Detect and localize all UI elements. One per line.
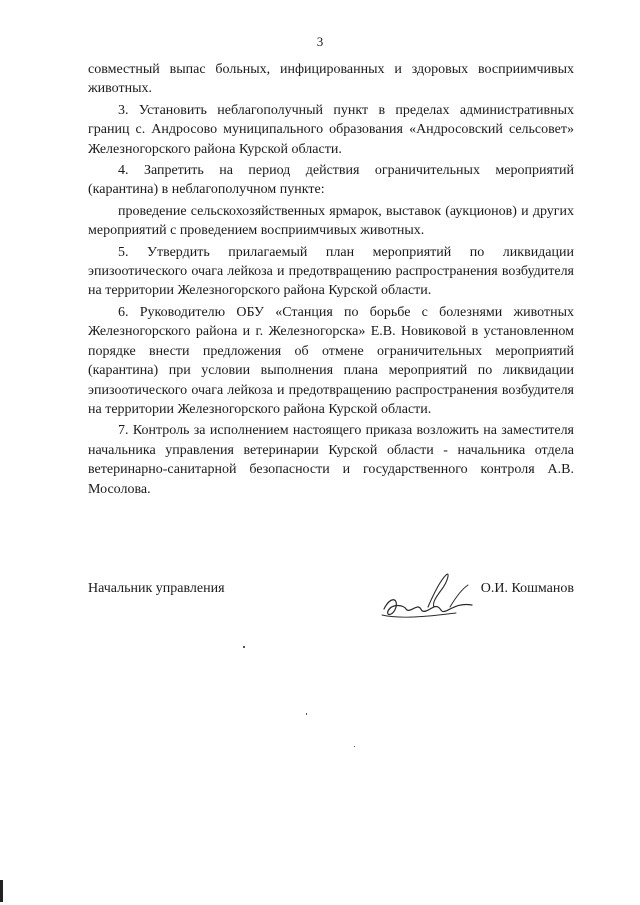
paragraph-item-6: 6. Руководителю ОБУ «Станция по борьбе с болезнями животных Железногорского района и г. Железногорска» Е.В. Новиковой в установленном порядке внести предложения об отмене ограничительных мероприятий (карантина) при условии выполнения плана мероприятий по ликвидации эпизоотического очага лейкоза и предотвращению распространения возбудителя на территории Железногорского района Курской области.	[88, 304, 574, 417]
paragraph-continuation: совместный выпас больных, инфицированных и здоровых восприимчивых животных.	[88, 62, 574, 97]
scan-edge-mark	[0, 880, 3, 902]
paragraph-item-4-detail: проведение сельскохозяйственных ярмарок, выставок (аукционов) и других мероприятий с проведением восприимчивых животных.	[88, 203, 574, 239]
paragraph-item-4: 4. Запретить на период действия ограничительных мероприятий (карантина) в неблагополучном пункте:	[88, 163, 574, 198]
scan-speck	[306, 713, 307, 715]
paragraph-item-5: 5. Утвердить прилагаемый план мероприятий по ликвидации эпизоотического очага лейкоза и предотвращению распространения возбудителя на территории Железногорского района Курской области.	[88, 244, 574, 299]
signature-block	[88, 575, 574, 635]
page-number: 3	[316, 34, 324, 49]
document-body	[88, 60, 574, 501]
handwritten-signature	[376, 567, 486, 627]
scan-speck	[243, 646, 245, 648]
paragraph-item-3: 3. Установить неблагополучный пункт в пределах административных границ с. Андросово муниципального образования «Андросовский сельсовет» Железногорского района Курской области.	[88, 102, 574, 157]
signatory-name: О.И. Кошманов	[480, 581, 574, 596]
paragraph-item-7: 7. Контроль за исполнением настоящего приказа возложить на заместителя начальника управления ветеринарии Курской области - начальника отдела ветеринарно-санитарной безопасности и государственного контроля А.В. Мосолова.	[88, 423, 574, 497]
scan-speck	[354, 746, 355, 747]
signatory-title: Начальник управления	[88, 581, 225, 596]
